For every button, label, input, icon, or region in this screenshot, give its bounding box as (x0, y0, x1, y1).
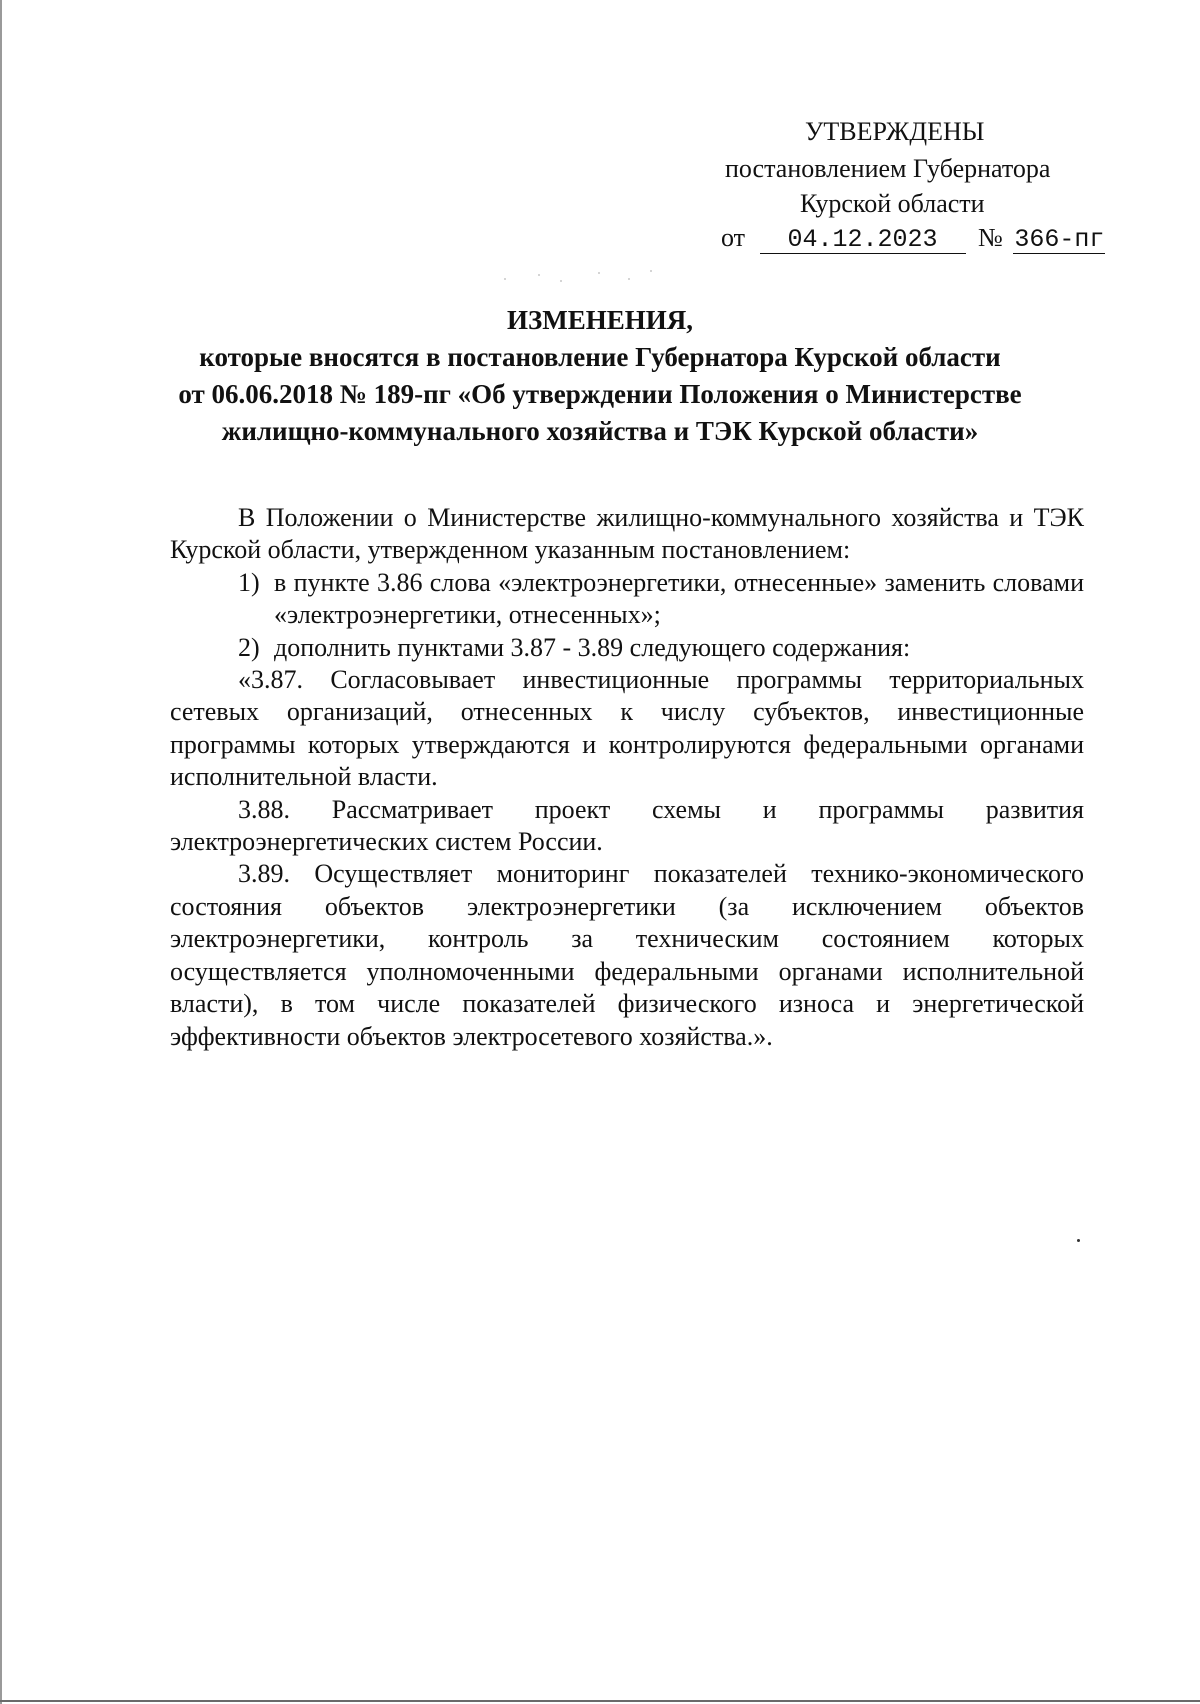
scan-dot (1077, 1239, 1080, 1242)
paragraph-3-87: «3.87. Согласовывает инвестиционные программы территориальных сетевых организаций, отнесенных к числу субъектов, инвестиционные программы которых утверждаются и контролируются федеральными органами исполнительной власти. (170, 665, 1084, 792)
list-item-1 (238, 567, 1084, 632)
list-item-1-text: в пункте 3.86 слова «электроэнергетики, отнесенные» заменить словами «электроэнергетики, отнесенных»; (274, 567, 1084, 630)
list-item-1-number: 1) (238, 567, 260, 597)
list-item-2 (238, 632, 1084, 664)
scan-specks (500, 268, 660, 288)
heading-line-2: от 06.06.2018 № 189-пг «Об утверждении Положения о Министерстве (178, 379, 1022, 409)
paragraph-3-88: 3.88. Рассматривает проект схемы и программы развития электроэнергетических систем России. (170, 794, 1084, 857)
approval-number: 366-пг (1014, 225, 1105, 254)
approval-date-line (721, 220, 1105, 255)
heading-line-1: которые вносятся в постановление Губернатора Курской области (199, 342, 1001, 372)
list-item-2-number: 2) (238, 632, 260, 662)
intro-paragraph: В Положении о Министерстве жилищно-коммунального хозяйства и ТЭК Курской области, утвержденном указанным постановлением: (170, 503, 1084, 565)
approval-line-1: постановлением Губернатора (725, 154, 1051, 183)
scan-edge-bottom (0, 1700, 1200, 1702)
scan-edge-left (0, 0, 2, 1704)
changes-heading (150, 302, 1050, 450)
approval-title: УТВЕРЖДЕНЫ (805, 117, 985, 146)
heading-title: ИЗМЕНЕНИЯ, (506, 305, 693, 335)
document-body (170, 502, 1084, 1053)
number-prefix: № (978, 223, 1003, 252)
approval-date: 04.12.2023 (760, 227, 966, 254)
heading-line-3: жилищно-коммунального хозяйства и ТЭК Курской области» (221, 416, 979, 446)
approval-line-2: Курской области (800, 189, 985, 218)
date-prefix: от (721, 223, 746, 252)
paragraph-3-89: 3.89. Осуществляет мониторинг показателей технико-экономического состояния объектов электроэнергетики (за исключением объектов электроэнергетики, контроль за техническим состоянием которых осуществляется уполномоченными федеральными органами исполнительной власти), в том числе показателей физического износа и энергетической эффективности объектов электросетевого хозяйства.». (170, 859, 1084, 1051)
list-item-2-text: дополнить пунктами 3.87 - 3.89 следующего содержания: (274, 632, 911, 662)
